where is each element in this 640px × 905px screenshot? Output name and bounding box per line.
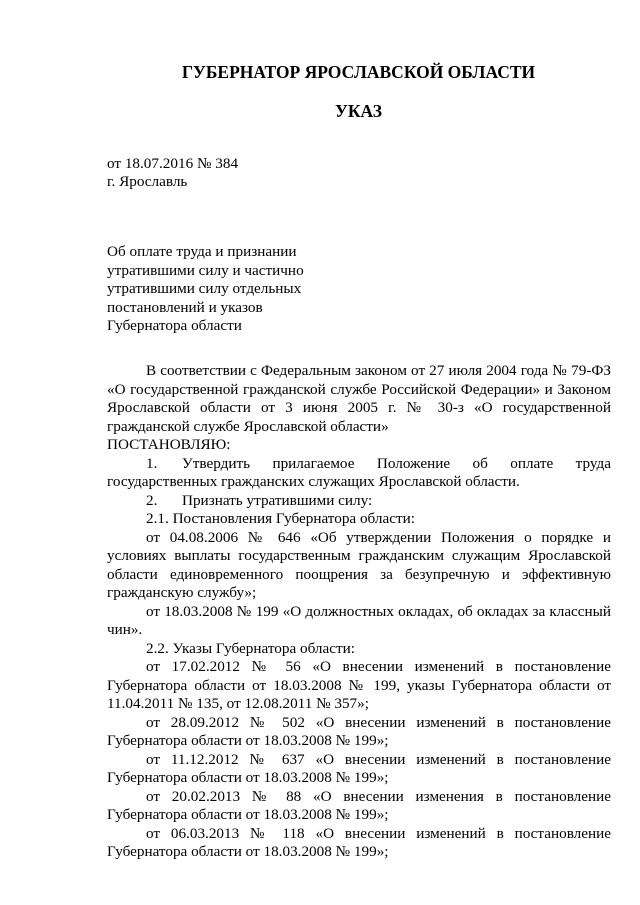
item-number: 2.: [146, 491, 158, 509]
subject-line: постановлений и указов: [107, 298, 263, 316]
repealed-decree: от 28.09.2012 № 502 «О внесении изменений в постановление Губернатора области от 18.03.2008 № 199»;: [107, 713, 611, 749]
item-1: [107, 455, 611, 492]
document-body: [107, 362, 611, 862]
date-number: от 18.07.2016 № 384: [107, 155, 239, 172]
subitem-2-2: 2.2. Указы Губернатора области:: [146, 639, 355, 657]
repealed-act: от 18.03.2008 № 199 «О должностных окладах, об окладах за классный чин».: [107, 602, 611, 638]
subitem-2-1: 2.1. Постановления Губернатора области:: [146, 510, 415, 527]
document-type: УКАЗ: [335, 101, 382, 121]
repealed-decree: от 06.03.2013 № 118 «О внесении изменений в постановление Губернатора области от 18.03.2008 № 199»;: [107, 824, 611, 860]
item-number: 1.: [146, 454, 158, 472]
city: г. Ярославль: [107, 173, 188, 190]
issuer-title: ГУБЕРНАТОР ЯРОСЛАВСКОЙ ОБЛАСТИ: [181, 62, 536, 82]
subject-line: утратившими силу отдельных: [107, 280, 302, 297]
item-text: Утвердить прилагаемое Положение об оплате труда государственных гражданских служащих Ярославской области.: [107, 454, 611, 490]
item-2: [107, 492, 611, 511]
repealed-decree: от 17.02.2012 № 56 «О внесении изменений в постановление Губернатора области от 18.03.2008 № 199, указы Губернатора области от 11.04.2011 № 135, от 12.08.2011 № 357»;: [107, 658, 611, 712]
preamble-paragraph: В соответствии с Федеральным законом от 27 июля 2004 года № 79-ФЗ «О государственной гражданской службе Российской Федерации» и Законом Ярославской области от 3 июня 2005 г. № 30-з «О государственной гражданской службе Ярославской области»: [107, 362, 611, 435]
subject-line: Губернатора области: [107, 317, 242, 334]
repealed-decree: от 20.02.2013 № 88 «О внесении изменения в постановление Губернатора области от 18.03.2008 № 199»;: [107, 787, 611, 823]
subject-line: утратившими силу и частично: [107, 261, 304, 279]
document-subject: [107, 243, 304, 336]
repealed-decree: от 11.12.2012 № 637 «О внесении изменений в постановление Губернатора области от 18.03.2008 № 199»;: [107, 750, 611, 786]
document-meta: [107, 155, 238, 191]
repealed-act: от 04.08.2006 № 646 «Об утверждении Положения о порядке и условиях выплаты государственным гражданским служащим Ярославской области единовременного поощрения за безупречную и эффективную гражданскую службу»;: [107, 528, 611, 601]
subject-line: Об оплате труда и признании: [107, 243, 297, 260]
decree-word: ПОСТАНОВЛЯЮ:: [107, 436, 231, 453]
item-text: Признать утратившими силу:: [182, 491, 373, 509]
